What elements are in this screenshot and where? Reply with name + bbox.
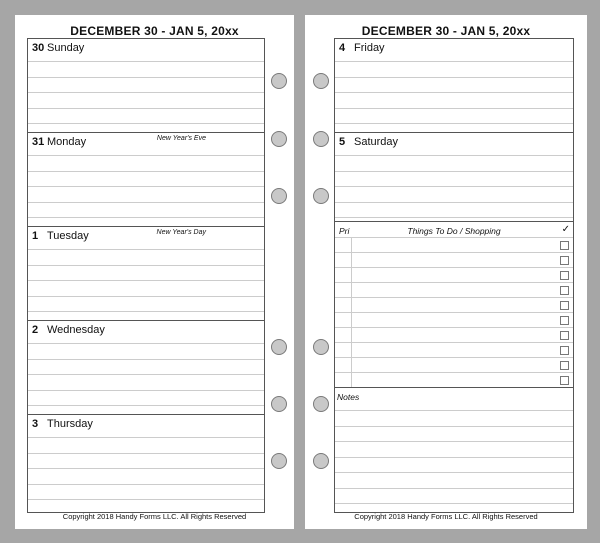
day-number: 5 [339, 136, 346, 148]
writing-line [335, 186, 573, 187]
binder-hole [313, 396, 329, 412]
day-block-thursday[interactable] [28, 415, 264, 511]
writing-line [335, 92, 573, 93]
binder-hole [271, 73, 287, 89]
todo-line [335, 252, 573, 253]
checkmark-icon: ✓ [561, 224, 570, 235]
writing-line [28, 484, 264, 485]
binder-hole [271, 131, 287, 147]
writing-line [28, 249, 264, 250]
todo-checkbox[interactable] [560, 271, 569, 280]
binder-hole [271, 339, 287, 355]
writing-line [28, 499, 264, 500]
writing-line [28, 390, 264, 391]
day-name: Monday [47, 136, 87, 148]
right-days-box [334, 38, 574, 513]
day-block-tuesday[interactable] [28, 227, 264, 321]
writing-line [28, 359, 264, 360]
day-name: Sunday [47, 42, 85, 54]
day-name: Thursday [47, 418, 93, 430]
writing-line [335, 77, 573, 78]
writing-line [335, 441, 573, 442]
binder-hole [313, 453, 329, 469]
binder-hole [271, 396, 287, 412]
todo-line [335, 297, 573, 298]
writing-line [335, 217, 573, 218]
holiday-label: New Year's Eve [156, 135, 206, 142]
todo-header [335, 222, 573, 237]
left-days-box [27, 38, 265, 513]
writing-line [28, 405, 264, 406]
writing-line [28, 468, 264, 469]
todo-checkbox[interactable] [560, 316, 569, 325]
day-block-friday[interactable] [335, 39, 573, 133]
writing-line [28, 343, 264, 344]
day-block-monday[interactable] [28, 133, 264, 227]
todo-line [335, 327, 573, 328]
day-number: 30 [32, 42, 45, 54]
writing-line [28, 311, 264, 312]
binder-hole [313, 339, 329, 355]
writing-line [335, 472, 573, 473]
binder-hole [313, 131, 329, 147]
writing-line [28, 217, 264, 218]
binder-hole [313, 73, 329, 89]
right-page-title: DECEMBER 30 - JAN 5, 20xx [361, 24, 531, 38]
binder-hole [271, 453, 287, 469]
binder-hole [271, 188, 287, 204]
writing-line [335, 202, 573, 203]
day-number: 31 [32, 136, 45, 148]
writing-line [28, 453, 264, 454]
todo-checkbox[interactable] [560, 286, 569, 295]
writing-line [335, 410, 573, 411]
todo-checkbox[interactable] [560, 361, 569, 370]
writing-line [28, 108, 264, 109]
todo-line [335, 357, 573, 358]
copyright-text: Copyright 2018 Handy Forms LLC. All Rights Reserved [62, 512, 247, 521]
writing-line [335, 123, 573, 124]
day-number: 4 [339, 42, 346, 54]
todo-line [335, 312, 573, 313]
writing-line [28, 265, 264, 266]
todo-checkbox[interactable] [560, 241, 569, 250]
binder-hole [313, 188, 329, 204]
writing-line [335, 61, 573, 62]
day-number: 1 [32, 230, 39, 242]
writing-line [335, 426, 573, 427]
writing-line [28, 123, 264, 124]
writing-line [28, 186, 264, 187]
todo-section [335, 222, 573, 388]
writing-line [335, 488, 573, 489]
writing-line [28, 202, 264, 203]
writing-line [28, 374, 264, 375]
day-name: Wednesday [47, 324, 105, 336]
writing-line [28, 437, 264, 438]
writing-line [28, 61, 264, 62]
day-name: Tuesday [47, 230, 89, 242]
writing-line [28, 77, 264, 78]
notes-section[interactable] [335, 388, 573, 511]
day-block-saturday[interactable] [335, 133, 573, 222]
day-block-wednesday[interactable] [28, 321, 264, 415]
writing-line [28, 92, 264, 93]
left-page [15, 15, 294, 529]
day-number: 2 [32, 324, 39, 336]
day-name: Friday [354, 42, 385, 54]
notes-label: Notes [337, 392, 360, 402]
todo-priority-label: Pri [339, 226, 350, 236]
todo-line [335, 267, 573, 268]
day-number: 3 [32, 418, 39, 430]
todo-line [335, 342, 573, 343]
todo-checkbox[interactable] [560, 301, 569, 310]
writing-line [28, 171, 264, 172]
writing-line [335, 457, 573, 458]
writing-line [28, 280, 264, 281]
writing-line [335, 155, 573, 156]
writing-line [28, 155, 264, 156]
holiday-label: New Year's Day [156, 229, 206, 236]
day-name: Saturday [354, 136, 399, 148]
todo-checkbox[interactable] [560, 256, 569, 265]
todo-line [335, 372, 573, 373]
todo-checkbox[interactable] [560, 376, 569, 385]
left-page-title: DECEMBER 30 - JAN 5, 20xx [70, 24, 239, 38]
todo-title: Things To Do / Shopping [407, 226, 501, 236]
writing-line [335, 171, 573, 172]
todo-checkbox[interactable] [560, 346, 569, 355]
right-page [305, 15, 587, 529]
todo-checkbox[interactable] [560, 331, 569, 340]
copyright-text: Copyright 2018 Handy Forms LLC. All Rights Reserved [354, 512, 538, 521]
writing-line [28, 296, 264, 297]
writing-line [335, 108, 573, 109]
todo-line [335, 282, 573, 283]
writing-line [335, 503, 573, 504]
day-block-sunday[interactable] [28, 39, 264, 133]
todo-line [335, 237, 573, 238]
